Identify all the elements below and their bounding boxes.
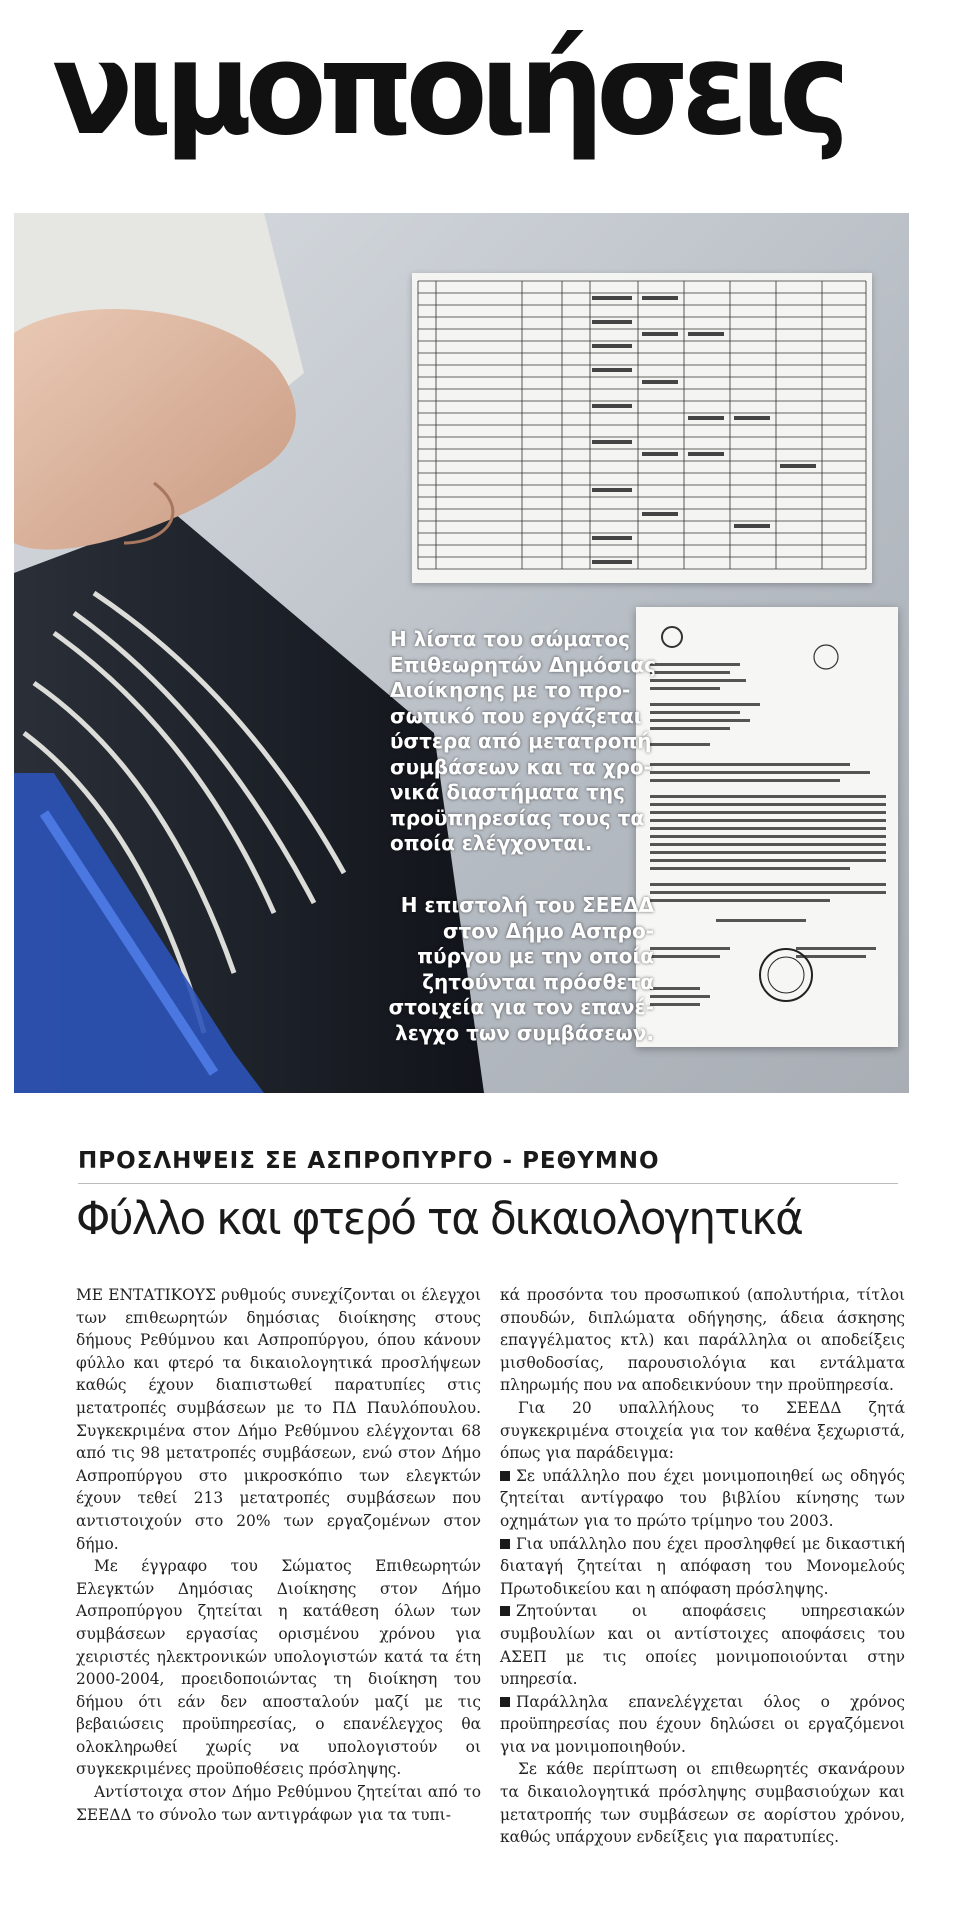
body-paragraph: Με έγγραφο του Σώματος Επιθεωρητών Ελεγκτών Δημόσιας Διοίκησης στον Δήμο Ασπροπύργου ζητείται η κατάθεση όλων των συμβάσεων εργασίας ορισμένου χρόνου για χειριστές ηλεκτρονικών υπολογιστών κατά τα έτη 2000-2004, προειδοποιώντας τη διοίκηση του δήμου ότι εάν δεν αποσταλούν μαζί με τις βεβαιώσεις προϋπηρεσίας, ο επανέλεγχος θα ολοκληρωθεί χωρίς να υπολογιστούν οι συγκεκριμένες προϋποθέσεις πρόσληψης.: [76, 1557, 481, 1779]
staff-list-document: [412, 273, 872, 583]
article-photo: [14, 213, 909, 1093]
bullet-text: Σε υπάλληλο που έχει μονιμοποιηθεί ως οδηγός ζητείται αντίγραφο του βιβλίου κίνησης των οχημάτων για το πρώτο τρίμηνο του 2003.: [500, 1466, 905, 1530]
article-headline: Φύλλο και φτερό τα δικαιολογητικά: [76, 1192, 802, 1245]
letter-image: [636, 607, 898, 1047]
kicker-divider: [78, 1183, 898, 1184]
bullet-text: Ζητούνται οι αποφάσεις υπηρεσιακών συμβουλίων και οι αντίστοιχες αποφάσεις του ΑΣΕΠ με τις οποίες μονιμοποιούνται στην υπηρεσία.: [500, 1602, 905, 1689]
photo-caption-letter: Η επιστολή του ΣΕΕΔΔ στον Δήμο Ασπρο- πύργου με την οποία ζητούνται πρόσθετα στοιχεία για τον επανέ- λεγχο των συμβάσεων.: [388, 893, 654, 1045]
photo-caption-list: Η λίστα του σώματος Επιθεωρητών Δημόσιας Διοίκησης με το προ- σωπικό που εργάζεται ύστερα από μετατροπή συμβάσεων και τα χρο- νικά διαστήματα της προϋπηρεσίας τους τα οποία ελέγχονται.: [390, 627, 656, 855]
bullet-item: [500, 1600, 905, 1690]
square-bullet-icon: [500, 1539, 510, 1549]
body-paragraph: Για 20 υπαλλήλους το ΣΕΕΔΔ ζητά συγκεκριμένα στοιχεία για τον καθένα ξεχωριστά, όπως για παράδειγμα:: [500, 1398, 905, 1463]
staff-table-image: [412, 273, 872, 583]
square-bullet-icon: [500, 1697, 510, 1707]
bullet-text: Παράλληλα επανελέγχεται όλος ο χρόνος προϋπηρεσίας που έχουν δηλώσει οι εργαζόμενοι για να μονιμοποιηθούν.: [500, 1692, 905, 1756]
letter-document: [636, 607, 898, 1047]
bullet-item: [500, 1465, 905, 1533]
masthead: [52, 10, 843, 180]
masthead-title: νιμοποιήσεις: [52, 15, 843, 164]
body-paragraph: ΜΕ ΕΝΤΑΤΙΚΟΥΣ ρυθμούς συνεχίζονται οι έλεγχοι των επιθεωρητών δημόσιας διοίκησης στους δήμους Ρεθύμνου και Ασπροπύργου, όπου κάνουν φύλλο και φτερό τα δικαιολογητικά προσλήψεων καθώς έχουν διαπιστωθεί παρατυπίες στις μετατροπές συμβάσεων με το ΠΔ Παυλόπουλου. Συγκεκριμένα στον Δήμο Ρεθύμνου ελέγχονται 68 από τις 98 μετατροπές συμβάσεων, ενώ στον Δήμο Ασπροπύργου στο μικροσκόπιο των ελεγκτών έχουν τεθεί 213 μετατροπές συμβάσεων που αντιστοιχούν στο 20% των εργαζομένων στον δήμο.: [76, 1286, 481, 1553]
body-paragraph: Αντίστοιχα στον Δήμο Ρεθύμνου ζητείται από το ΣΕΕΔΔ το σύνολο των αντιγράφων για τα τυπι-: [76, 1783, 481, 1824]
bullet-item: [500, 1691, 905, 1759]
article-column-right: [500, 1284, 905, 1849]
article-column-left: [76, 1284, 481, 1826]
bullet-item: [500, 1533, 905, 1601]
emblem-icon: [662, 627, 682, 647]
square-bullet-icon: [500, 1471, 510, 1481]
body-paragraph: Σε κάθε περίπτωση οι επιθεωρητές σκανάρουν τα δικαιολογητικά πρόσληψης συμβασιούχων και μετατροπής των συμβάσεων σε αορίστου χρόνου, καθώς υπάρχουν ενδείξεις για παρατυπίες.: [500, 1760, 905, 1847]
body-paragraph: κά προσόντα του προσωπικού (απολυτήρια, τίτλοι σπουδών, διπλώματα οδήγησης, άδεια άσκησης επαγγέλματος κτλ) και παράλληλα οι αποδείξεις μισθοδοσίας, παρουσιολόγια και εντάλματα πληρωμής που να αποδεικνύουν την προϋπηρεσία.: [500, 1286, 905, 1395]
square-bullet-icon: [500, 1606, 510, 1616]
bullet-text: Για υπάλληλο που έχει προσληφθεί με δικαστική διαταγή ζητείται η απόφαση του Μονομελούς Πρωτοδικείου και η απόφαση πρόσληψης.: [500, 1534, 905, 1598]
article-kicker: ΠΡΟΣΛΗΨΕΙΣ ΣΕ ΑΣΠΡΟΠΥΡΓΟ - ΡΕΘΥΜΝΟ: [78, 1148, 660, 1174]
